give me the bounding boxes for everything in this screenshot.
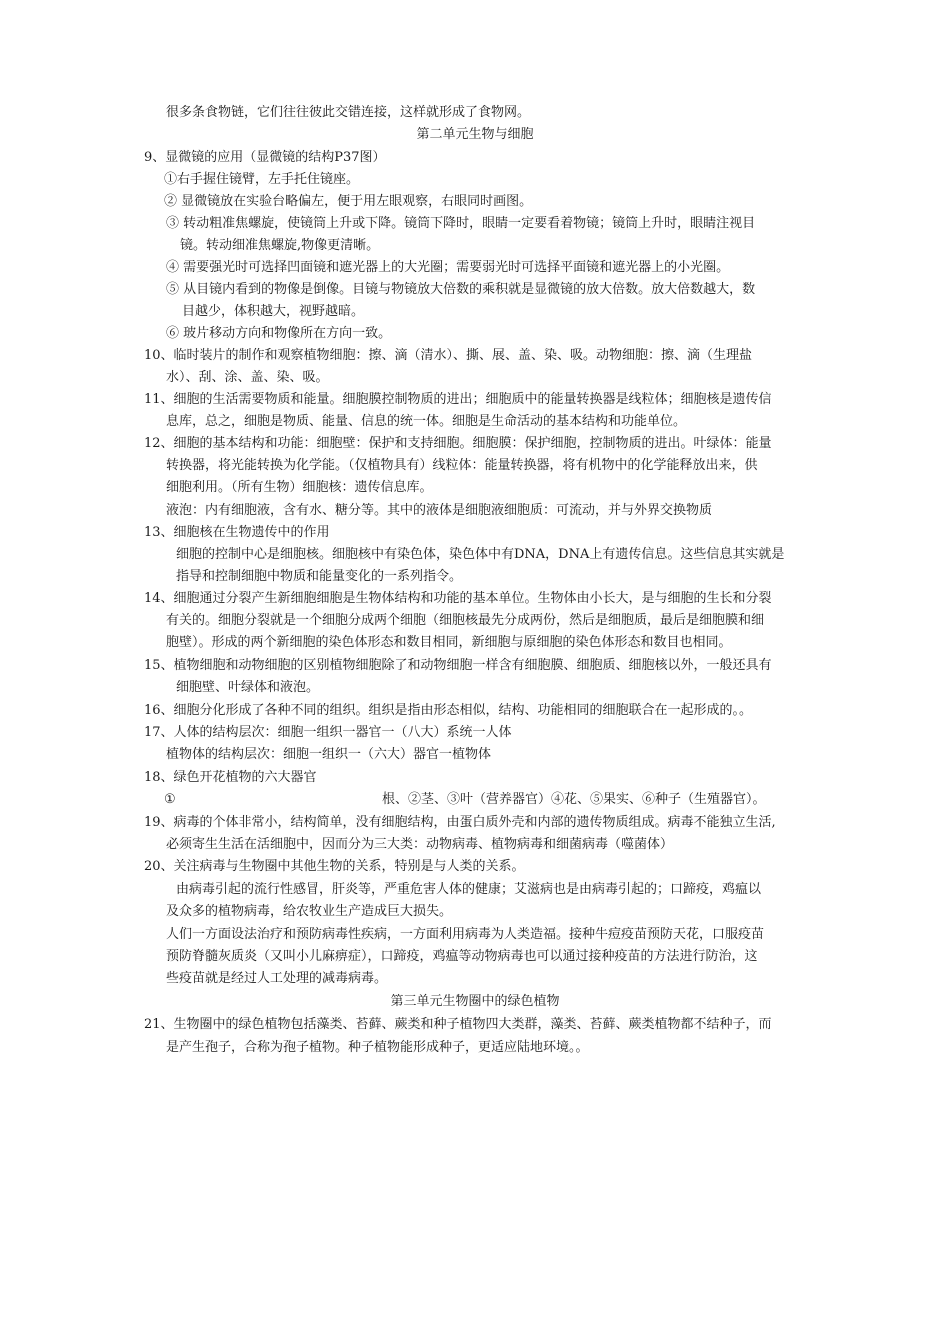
section-heading: 第二单元生物与细胞 [416,127,534,142]
text-line: 9、显微镜的应用（显微镜的结构P37图） [144,150,386,165]
text-line: 20、关注病毒与生物圈中其他生物的关系，特别是与人类的关系。 [144,859,525,874]
text-line: 必须寄生生活在活细胞中，因而分为三大类：动物病毒、植物病毒和细菌病毒（噬菌体） [166,837,674,852]
section-heading: 第三单元生物圈中的绿色植物 [390,994,560,1009]
text-line: 17、人体的结构层次：细胞一组织一器官一（八大）系统一人体 [144,725,512,740]
text-line: 镜。转动细准焦螺旋,物像更清晰。 [180,238,380,253]
text-line: ①右手握住镜臂，左手托住镜座。 [164,172,360,187]
text-line: 14、细胞通过分裂产生新细胞细胞是生物体结构和功能的基本单位。生物体由小长大，是与细胞的生长和分裂 [144,591,772,606]
text-line: 13、细胞核在生物遗传中的作用 [144,525,330,540]
text-line: 细胞壁、叶绿体和液泡。 [176,680,320,695]
text-line: 指导和控制细胞中物质和能量变化的一系列指令。 [176,569,463,584]
text-line: 息库，总之，细胞是物质、能量、信息的统一体。细胞是生命活动的基本结构和功能单位。 [166,414,687,429]
text-line: 人们一方面设法治疗和预防病毒性疾病，一方面利用病毒为人类造福。接种牛痘疫苗预防天花，口服疫苗 [166,927,765,942]
text-line: 液泡：内有细胞液，含有水、糖分等。其中的液体是细胞液细胞质：可流动，并与外界交换物质 [166,503,713,518]
text-line: 水）、刮、涂、盖、染、吸。 [166,370,329,385]
text-line: 转换器，将光能转换为化学能。（仅植物具有）线粒体：能量转换器，将有机物中的化学能释放出来，供 [166,458,758,473]
text-line: 些疫苗就是经过人工处理的减毒病毒。 [166,971,388,986]
text-line: 10、临时装片的制作和观察植物细胞：擦、滴（清水）、撕、展、盖、染、吸。动物细胞：擦、滴（生理盐 [144,348,753,363]
text-line: ⑥ 玻片移动方向和物像所在方向一致。 [166,326,392,341]
text-line: 细胞利用。（所有生物）细胞核：遗传信息库。 [166,480,433,495]
text-line: 16、细胞分化形成了各种不同的组织。组织是指由形态相似，结构、功能相同的细胞联合在一起形成的。。 [144,703,753,718]
text-line: ② 显微镜放在实验台略偏左，便于用左眼观察，右眼同时画图。 [164,194,533,209]
text-line: 及众多的植物病毒，给农牧业生产造成巨大损失。 [166,904,453,919]
text-line: 18、绿色开花植物的六大器官 [144,770,317,785]
text-line: ③ 转动粗准焦螺旋，使镜筒上升或下降。镜筒下降时，眼睛一定要看着物镜；镜筒上升时，眼睛注视目 [166,216,756,231]
text-line: 预防脊髓灰质炎（又叫小儿麻痹症），口蹄疫，鸡瘟等动物病毒也可以通过接种疫苗的方法进行防治，这 [166,949,758,964]
text-line: 15、植物细胞和动物细胞的区别植物细胞除了和动物细胞一样含有细胞膜、细胞质、细胞核以外，一般还具有 [144,658,772,673]
text-line: 根、②茎、③叶（营养器官）④花、⑤果实、⑥种子（生殖器官）。 [382,792,766,807]
text-line: 有关的。细胞分裂就是一个细胞分成两个细胞（细胞核最先分成两份，然后是细胞质，最后是细胞膜和细 [166,613,765,628]
text-line: 19、病毒的个体非常小，结构简单，没有细胞结构，由蛋白质外壳和内部的遗传物质组成。病毒不能独立生活, [144,815,776,830]
text-line: ④ 需要强光时可选择凹面镜和遮光器上的大光圈；需要弱光时可选择平面镜和遮光器上的小光圈。 [166,260,730,275]
text-line: 21、生物圈中的绿色植物包括藻类、苔藓、蕨类和种子植物四大类群，藻类、苔藓、蕨类植物都不结种子，而 [144,1017,772,1032]
text-line: ① [164,792,176,807]
text-line: 11、细胞的生活需要物质和能量。细胞膜控制物质的进出；细胞质中的能量转换器是线粒体；细胞核是遗传信 [144,392,772,407]
text-line: 细胞的控制中心是细胞核。细胞核中有染色体，染色体中有DNA，DNA上有遗传信息。这些信息其实就是 [176,547,785,562]
text-line: 12、细胞的基本结构和功能：细胞壁：保护和支持细胞。细胞膜：保护细胞，控制物质的进出。叶绿体：能量 [144,436,772,451]
text-line: 很多条食物链，它们往往彼此交错连接，这样就形成了食物网。 [166,105,531,120]
text-line: 胞壁）。形成的两个新细胞的染色体形态和数目相同，新细胞与原细胞的染色体形态和数目也相同。 [166,635,732,650]
text-line: ⑤ 从目镜内看到的物像是倒像。目镜与物镜放大倍数的乘积就是显微镜的放大倍数。放大倍数越大，数 [166,282,756,297]
text-line: 植物体的结构层次：细胞一组织一（六大）器官一植物体 [166,747,492,762]
text-line: 目越少，体积越大，视野越暗。 [182,304,365,319]
text-line: 由病毒引起的流行性感冒，肝炎等，严重危害人体的健康；艾滋病也是由病毒引起的；口蹄疫，鸡瘟以 [176,882,762,897]
text-line: 是产生孢子，合称为孢子植物。种子植物能形成种子，更适应陆地环境。。 [166,1040,589,1055]
